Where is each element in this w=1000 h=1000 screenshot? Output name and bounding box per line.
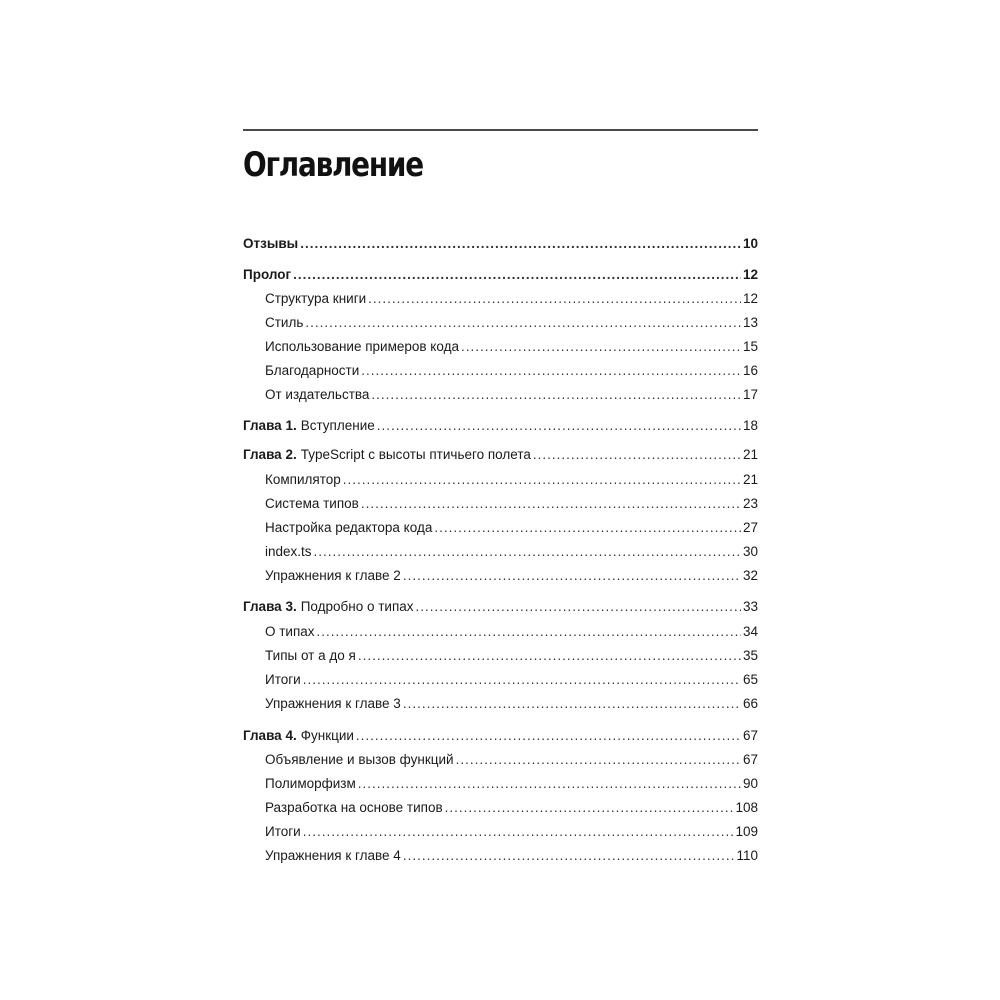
toc-entry-page-number: 13: [742, 315, 758, 330]
toc-entry-page-number: 90: [742, 776, 758, 791]
toc-entry[interactable]: [265, 695, 758, 713]
dot-leader: [368, 290, 741, 308]
dot-leader: [361, 495, 741, 513]
toc-entry-title: Система типов: [265, 496, 359, 511]
toc-entry[interactable]: [243, 235, 758, 253]
toc-entry-page-number: 12: [742, 267, 758, 282]
toc-entry-page-number: 34: [742, 624, 758, 639]
toc-entry[interactable]: [265, 314, 758, 332]
toc-entry-page-number: 65: [742, 672, 758, 687]
toc-entry[interactable]: [243, 266, 758, 284]
toc-entry-page-number: 21: [742, 472, 758, 487]
top-rule: [243, 129, 758, 131]
toc-entry-title: Типы от a до я: [265, 648, 356, 663]
toc-entry-page-number: 16: [742, 363, 758, 378]
toc-entry[interactable]: [265, 290, 758, 308]
toc-entry-title: Объявление и вызов функций: [265, 752, 454, 767]
toc-entry-page-number: 35: [742, 648, 758, 663]
toc-entry-title: Настройка редактора кода: [265, 520, 433, 535]
toc-entry[interactable]: [265, 847, 758, 865]
toc-entry-page-number: 110: [736, 848, 758, 863]
toc-entry-title: От издательства: [265, 387, 370, 402]
toc-entry[interactable]: [265, 647, 758, 665]
toc-entry-page-number: 27: [742, 520, 758, 535]
dot-leader: [293, 266, 741, 284]
dot-leader: [358, 775, 741, 793]
toc-entry[interactable]: [243, 727, 758, 745]
dot-leader: [371, 386, 741, 404]
toc-entry-title: Вступление: [300, 418, 375, 433]
toc-entry-title: Упражнения к главе 4: [265, 848, 401, 863]
toc-entry-title: Пролог: [243, 267, 292, 282]
toc-entry-title: Подробно о типах: [300, 599, 414, 614]
toc-entry-title: Итоги: [265, 672, 301, 687]
toc-entry-title: Упражнения к главе 2: [265, 568, 401, 583]
toc-entry[interactable]: [265, 623, 758, 641]
toc-entry-page-number: 12: [742, 291, 758, 306]
toc-entry-title: Отзывы: [243, 236, 299, 251]
toc-entry-title: Использование примеров кода: [265, 339, 459, 354]
toc-entry-page-number: 18: [742, 418, 758, 433]
dot-leader: [377, 417, 741, 435]
page-title: Оглавление: [243, 145, 423, 185]
toc-page: [243, 129, 758, 863]
toc-entry[interactable]: [265, 751, 758, 769]
toc-entry-page-number: 17: [742, 387, 758, 402]
toc-entry-chapter-number: Глава 1.: [243, 418, 297, 433]
dot-leader: [358, 647, 741, 665]
dot-leader: [303, 671, 741, 689]
toc-entry-page-number: 66: [742, 696, 758, 711]
toc-entry-title: Функции: [300, 728, 354, 743]
dot-leader: [303, 823, 734, 841]
toc-entry-page-number: 10: [742, 236, 758, 251]
toc-entry[interactable]: [265, 775, 758, 793]
toc-entry-page-number: 67: [742, 728, 758, 743]
toc-entry-title: О типах: [265, 624, 315, 639]
dot-leader: [314, 543, 741, 561]
toc-entry-page-number: 21: [742, 447, 758, 462]
toc-entry-title: Благодарности: [265, 363, 360, 378]
toc-entry-title: Полиморфизм: [265, 776, 356, 791]
dot-leader: [343, 471, 741, 489]
dot-leader: [300, 235, 741, 253]
toc-entry-page-number: 30: [742, 544, 758, 559]
toc-entry-title: Стиль: [265, 315, 304, 330]
toc-entry[interactable]: [265, 671, 758, 689]
dot-leader: [305, 314, 741, 332]
toc-entry[interactable]: [265, 495, 758, 513]
dot-leader: [434, 519, 741, 537]
dot-leader: [416, 598, 741, 616]
dot-leader: [356, 727, 741, 745]
toc-entry-title: Компилятор: [265, 472, 341, 487]
dot-leader: [445, 799, 734, 817]
dot-leader: [461, 338, 741, 356]
toc-entry[interactable]: [265, 362, 758, 380]
dot-leader: [533, 446, 741, 464]
toc-entry[interactable]: [265, 567, 758, 585]
toc-entry-title: Итоги: [265, 824, 301, 839]
toc-entry[interactable]: [265, 386, 758, 404]
toc-entry-title: TypeScript с высоты птичьего полета: [300, 447, 531, 462]
toc-entry[interactable]: [265, 471, 758, 489]
toc-entry-title: Структура книги: [265, 291, 367, 306]
toc-entry-title: index.ts: [265, 544, 312, 559]
toc-entry-page-number: 33: [742, 599, 758, 614]
dot-leader: [456, 751, 741, 769]
dot-leader: [403, 567, 741, 585]
toc-entry-title: Разработка на основе типов: [265, 800, 443, 815]
toc-entry[interactable]: [265, 823, 758, 841]
dot-leader: [317, 623, 741, 641]
toc-entry[interactable]: [265, 519, 758, 537]
toc-entry-title: Упражнения к главе 3: [265, 696, 401, 711]
dot-leader: [361, 362, 741, 380]
toc-entry[interactable]: [265, 799, 758, 817]
toc-entry-page-number: 15: [742, 339, 758, 354]
toc-entry-page-number: 108: [735, 800, 758, 815]
toc-entry[interactable]: [243, 446, 758, 464]
toc-entry-page-number: 67: [742, 752, 758, 767]
toc-entry[interactable]: [265, 543, 758, 561]
toc-entry[interactable]: [265, 338, 758, 356]
toc-entry-page-number: 32: [742, 568, 758, 583]
toc-entry-chapter-number: Глава 4.: [243, 728, 297, 743]
toc-entry[interactable]: [243, 417, 758, 435]
toc-entry-page-number: 109: [735, 824, 758, 839]
toc-entry-page-number: 23: [742, 496, 758, 511]
dot-leader: [403, 847, 735, 865]
toc-entry[interactable]: [243, 598, 758, 616]
toc-entry-chapter-number: Глава 3.: [243, 599, 297, 614]
dot-leader: [403, 695, 741, 713]
toc-entry-chapter-number: Глава 2.: [243, 447, 297, 462]
